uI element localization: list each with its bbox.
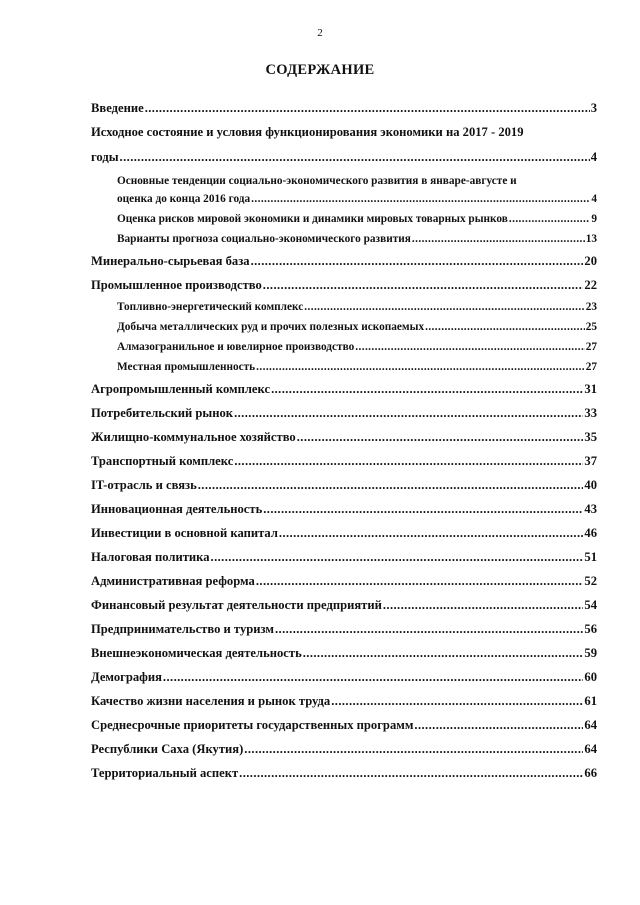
dot-leader (263, 278, 584, 293)
toc-entry-demography[interactable]: Демография ..... 60 (91, 670, 597, 685)
toc-entry-territorial[interactable]: Территориальный аспект ..... 66 (91, 766, 597, 781)
toc-entry-mineral-base[interactable]: Минерально-сырьевая база ..... 20 (91, 254, 597, 269)
toc-entry-diamond-jewelry[interactable]: Алмазогранильное и ювелирное производство ..... 27 (91, 341, 597, 353)
toc-page-number: 27 (585, 361, 597, 373)
toc-page-number: 3 (590, 101, 597, 115)
toc-page-number: 51 (584, 550, 597, 564)
toc-page-number: 66 (584, 766, 597, 780)
toc-page-number: 61 (584, 694, 597, 708)
table-of-contents (91, 101, 597, 781)
toc-entry-forecast-variants[interactable]: Варианты прогноза социально-экономического развития ..... 13 (91, 233, 597, 245)
toc-page-number: 37 (584, 454, 597, 468)
toc-entry-tax[interactable]: Налоговая политика ..... 51 (91, 550, 597, 565)
dot-leader (211, 550, 584, 565)
toc-page-number: 31 (584, 382, 597, 396)
toc-page-number: 54 (584, 598, 597, 612)
page-number: 2 (317, 27, 323, 39)
toc-page-number: 60 (584, 670, 597, 684)
toc-entry-foreign-trade[interactable]: Внешнеэкономическая деятельность ..... 59 (91, 646, 597, 661)
dot-leader (331, 694, 583, 709)
toc-entry-quality-of-life[interactable]: Качество жизни населения и рынок труда ..... 61 (91, 694, 597, 709)
toc-entry-initial-state-line1[interactable]: Исходное состояние и условия функционирования экономики на 2017 - 2019 (91, 125, 524, 139)
toc-entry-main-trends-line1[interactable]: Основные тенденции социально-экономического развития в январе-августе и (117, 175, 517, 187)
dot-leader (145, 101, 590, 116)
toc-page-number: 33 (584, 406, 597, 420)
dot-leader (383, 598, 584, 613)
dot-leader (256, 574, 584, 589)
dot-leader (244, 742, 583, 757)
toc-page-number: 35 (584, 430, 597, 444)
dot-leader (263, 502, 583, 517)
toc-entry-transport[interactable]: Транспортный комплекс ..... 37 (91, 454, 597, 469)
toc-page-number: 20 (584, 254, 597, 268)
toc-page-number: 23 (585, 301, 597, 313)
toc-entry-intro[interactable]: Введение ..... 3 (91, 101, 597, 116)
dot-leader (425, 321, 585, 333)
toc-page-number: 25 (585, 321, 597, 333)
dot-leader (271, 382, 583, 397)
dot-leader (303, 646, 584, 661)
toc-entry-investment[interactable]: Инвестиции в основной капитал ..... 46 (91, 526, 597, 541)
toc-entry-it[interactable]: IT-отрасль и связь ..... 40 (91, 478, 597, 493)
toc-page-number: 59 (584, 646, 597, 660)
dot-leader (297, 430, 584, 445)
dot-leader (509, 213, 590, 225)
toc-page-number: 56 (584, 622, 597, 636)
toc-page-number: 4 (591, 193, 597, 205)
dot-leader (120, 150, 590, 165)
dot-leader (234, 406, 583, 421)
toc-entry-agro[interactable]: Агропромышленный комплекс ..... 31 (91, 382, 597, 397)
toc-page-number: 46 (584, 526, 597, 540)
page-title: СОДЕРЖАНИЕ (265, 62, 375, 78)
toc-page-number: 9 (591, 213, 597, 225)
toc-page-number: 40 (584, 478, 597, 492)
toc-entry-priorities[interactable]: Среднесрочные приоритеты государственных программ ..... 64 (91, 718, 597, 733)
toc-entry-housing[interactable]: Жилищно-коммунальное хозяйство ..... 35 (91, 430, 597, 445)
toc-entry-metal-ores[interactable]: Добыча металлических руд и прочих полезных ископаемых ..... 25 (91, 321, 597, 333)
dot-leader (256, 361, 585, 373)
toc-page-number: 43 (584, 502, 597, 516)
toc-entry-risk-assessment[interactable]: Оценка рисков мировой экономики и динамики мировых товарных рынков ..... 9 (91, 213, 597, 225)
dot-leader (234, 454, 583, 469)
dot-leader (279, 526, 584, 541)
toc-page-number: 64 (584, 742, 597, 756)
toc-entry-innovation[interactable]: Инновационная деятельность ..... 43 (91, 502, 597, 517)
dot-leader (251, 193, 590, 205)
dot-leader (239, 766, 583, 781)
toc-page-number: 27 (585, 341, 597, 353)
dot-leader (414, 718, 583, 733)
toc-entry-fuel-energy[interactable]: Топливно-энергетический комплекс ..... 23 (91, 301, 597, 313)
toc-entry-admin-reform[interactable]: Административная реформа ..... 52 (91, 574, 597, 589)
dot-leader (163, 670, 583, 685)
dot-leader (275, 622, 583, 637)
toc-entry-initial-state[interactable]: годы ..... 4 (91, 150, 597, 165)
toc-entry-main-trends[interactable]: оценка до конца 2016 года ..... 4 (91, 193, 597, 205)
dot-leader (198, 478, 584, 493)
dot-leader (304, 301, 584, 313)
dot-leader (412, 233, 585, 245)
toc-entry-local-industry[interactable]: Местная промышленность ..... 27 (91, 361, 597, 373)
toc-entry-industry[interactable]: Промышленное производство ..... 22 (91, 278, 597, 293)
toc-page-number: 13 (585, 233, 597, 245)
dot-leader (251, 254, 584, 269)
dot-leader (355, 341, 584, 353)
toc-page-number: 52 (584, 574, 597, 588)
toc-entry-entrepreneurship[interactable]: Предпринимательство и туризм ..... 56 (91, 622, 597, 637)
toc-page-number: 64 (584, 718, 597, 732)
toc-entry-consumer-market[interactable]: Потребительский рынок ..... 33 (91, 406, 597, 421)
toc-page-number: 4 (590, 150, 597, 164)
toc-entry-financial-result[interactable]: Финансовый результат деятельности предприятий ..... 54 (91, 598, 597, 613)
toc-entry-yakutia[interactable]: Республики Саха (Якутия) ..... 64 (91, 742, 597, 757)
toc-page-number: 22 (584, 278, 597, 292)
